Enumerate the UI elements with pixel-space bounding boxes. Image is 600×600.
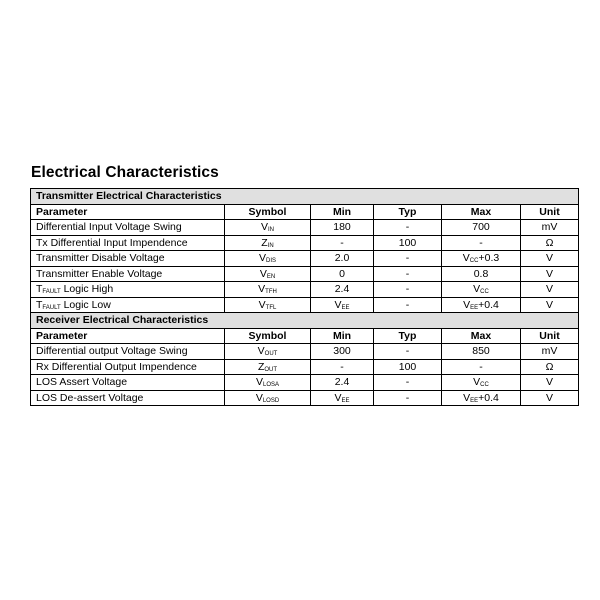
- cell-parameter: [31, 359, 225, 375]
- table-body: [31, 189, 579, 406]
- max-value: 850: [472, 345, 490, 358]
- cell-max: [442, 266, 521, 282]
- symbol-text: Z: [257, 360, 265, 373]
- cell-max: [442, 344, 521, 360]
- column-header-min: Min: [311, 328, 374, 344]
- table-row: [31, 344, 579, 360]
- cell-max: [442, 251, 521, 267]
- column-header-symbol: Symbol: [225, 328, 311, 344]
- table-row: [31, 282, 579, 298]
- parameter-text: Transmitter Enable Voltage: [36, 267, 163, 280]
- unit-value: Ω: [545, 236, 554, 249]
- typ-value: 100: [398, 236, 417, 249]
- symbol-text: V: [258, 298, 266, 311]
- cell-parameter: [31, 251, 225, 267]
- min-value: V: [334, 391, 342, 404]
- min-value: 2.4: [334, 376, 350, 389]
- symbol-text: V: [258, 252, 266, 265]
- typ-value: -: [405, 298, 410, 311]
- cell-min: [311, 359, 374, 375]
- max-value: -: [479, 360, 483, 373]
- unit-value: V: [545, 298, 553, 311]
- unit-value: V: [545, 252, 553, 265]
- cell-typ: [374, 251, 442, 267]
- cell-unit: [521, 220, 579, 236]
- cell-parameter: [31, 390, 225, 406]
- column-header-parameter: Parameter: [31, 204, 225, 220]
- cell-parameter: [31, 297, 225, 313]
- min-value: 2.0: [334, 252, 350, 265]
- unit-value: V: [545, 283, 553, 296]
- parameter-text: T: [36, 283, 43, 296]
- table-row: [31, 297, 579, 313]
- cell-min: [311, 266, 374, 282]
- max-value: 700: [472, 221, 490, 234]
- parameter-text: Tx Differential Input Impendence: [36, 236, 188, 249]
- cell-typ: [374, 282, 442, 298]
- cell-symbol: [225, 390, 311, 406]
- cell-typ: [374, 220, 442, 236]
- symbol-text: V: [260, 221, 268, 234]
- table-row: [31, 251, 579, 267]
- table-row: [31, 220, 579, 236]
- parameter-subscript: FAULT: [42, 289, 61, 296]
- unit-value: mV: [541, 345, 558, 358]
- table-row: [31, 375, 579, 391]
- min-value: 300: [333, 345, 351, 358]
- cell-min: [311, 375, 374, 391]
- document: [30, 164, 578, 406]
- max-subscript: EE: [470, 304, 479, 311]
- typ-value: -: [405, 252, 410, 265]
- min-subscript: EE: [341, 304, 350, 311]
- cell-unit: [521, 297, 579, 313]
- unit-value: Ω: [545, 360, 554, 373]
- section-heading: Receiver Electrical Characteristics: [31, 313, 579, 329]
- typ-value: -: [405, 391, 410, 404]
- cell-typ: [374, 344, 442, 360]
- cell-symbol: [225, 344, 311, 360]
- cell-min: [311, 344, 374, 360]
- parameter-suffix: Logic Low: [60, 298, 111, 311]
- max-suffix: +0.4: [478, 298, 499, 311]
- symbol-text: V: [258, 283, 266, 296]
- unit-value: V: [545, 376, 553, 389]
- cell-typ: [374, 359, 442, 375]
- symbol-subscript: TFL: [265, 304, 277, 311]
- min-value: V: [334, 298, 342, 311]
- max-value: V: [462, 252, 470, 265]
- cell-min: [311, 297, 374, 313]
- cell-min: [311, 251, 374, 267]
- max-value: V: [473, 376, 481, 389]
- symbol-text: V: [257, 345, 265, 358]
- max-value: V: [463, 298, 471, 311]
- cell-unit: [521, 251, 579, 267]
- symbol-text: Z: [261, 236, 268, 249]
- parameter-text: Transmitter Disable Voltage: [36, 252, 165, 265]
- cell-parameter: [31, 344, 225, 360]
- cell-symbol: [225, 359, 311, 375]
- cell-parameter: [31, 266, 225, 282]
- cell-symbol: [225, 235, 311, 251]
- max-value: V: [463, 391, 471, 404]
- cell-typ: [374, 297, 442, 313]
- unit-value: mV: [541, 221, 558, 234]
- cell-unit: [521, 266, 579, 282]
- cell-unit: [521, 282, 579, 298]
- parameter-text: LOS Assert Voltage: [36, 376, 128, 389]
- max-value: 0.8: [473, 267, 489, 280]
- symbol-subscript: IN: [267, 242, 274, 249]
- symbol-text: V: [255, 391, 263, 404]
- symbol-text: V: [259, 267, 267, 280]
- symbol-subscript: LOSA: [263, 382, 280, 389]
- column-header-row: [31, 204, 579, 220]
- min-value: 180: [333, 221, 351, 234]
- cell-max: [442, 282, 521, 298]
- column-header-max: Max: [442, 328, 521, 344]
- column-header-row: [31, 328, 579, 344]
- cell-unit: [521, 375, 579, 391]
- parameter-text: Differential Input Voltage Swing: [36, 221, 182, 234]
- cell-symbol: [225, 220, 311, 236]
- column-header-min: Min: [311, 204, 374, 220]
- min-value: 2.4: [334, 283, 350, 296]
- max-suffix: +0.4: [478, 391, 499, 404]
- max-subscript: CC: [469, 258, 479, 265]
- cell-max: [442, 375, 521, 391]
- symbol-subscript: OUT: [264, 351, 278, 358]
- parameter-text: LOS De-assert Voltage: [36, 391, 144, 404]
- cell-max: [442, 390, 521, 406]
- symbol-text: V: [255, 376, 263, 389]
- max-suffix: +0.3: [478, 252, 500, 265]
- cell-min: [311, 235, 374, 251]
- cell-parameter: [31, 375, 225, 391]
- page-title: Electrical Characteristics: [31, 164, 219, 181]
- cell-symbol: [225, 297, 311, 313]
- column-header-parameter: Parameter: [31, 328, 225, 344]
- column-header-typ: Typ: [374, 204, 442, 220]
- cell-unit: [521, 235, 579, 251]
- unit-value: V: [545, 391, 553, 404]
- typ-value: -: [405, 345, 410, 358]
- cell-parameter: [31, 282, 225, 298]
- cell-unit: [521, 390, 579, 406]
- parameter-subscript: FAULT: [42, 304, 61, 311]
- cell-parameter: [31, 235, 225, 251]
- min-value: -: [340, 236, 344, 249]
- typ-value: -: [405, 283, 410, 296]
- typ-value: -: [405, 267, 410, 280]
- cell-typ: [374, 375, 442, 391]
- symbol-subscript: TFH: [265, 289, 277, 296]
- max-subscript: CC: [480, 289, 489, 296]
- parameter-suffix: Logic High: [60, 283, 114, 296]
- section-header-row: [31, 189, 579, 205]
- symbol-subscript: DIS: [266, 258, 277, 265]
- typ-value: -: [405, 376, 410, 389]
- parameter-text: Differential output Voltage Swing: [36, 345, 188, 358]
- cell-max: [442, 359, 521, 375]
- cell-parameter: [31, 220, 225, 236]
- cell-symbol: [225, 251, 311, 267]
- cell-max: [442, 297, 521, 313]
- cell-symbol: [225, 375, 311, 391]
- min-value: 0: [339, 267, 345, 280]
- column-header-unit: Unit: [521, 204, 579, 220]
- electrical-characteristics-table: [30, 188, 579, 406]
- cell-min: [311, 390, 374, 406]
- parameter-text: Rx Differential Output Impendence: [36, 360, 197, 373]
- section-header-row: [31, 313, 579, 329]
- cell-min: [311, 220, 374, 236]
- typ-value: 100: [398, 360, 417, 373]
- cell-symbol: [225, 266, 311, 282]
- cell-min: [311, 282, 374, 298]
- cell-unit: [521, 344, 579, 360]
- symbol-subscript: OUT: [264, 366, 278, 373]
- symbol-subscript: EN: [266, 273, 276, 280]
- cell-typ: [374, 266, 442, 282]
- max-value: -: [479, 236, 483, 249]
- table-row: [31, 266, 579, 282]
- unit-value: V: [545, 267, 553, 280]
- column-header-max: Max: [442, 204, 521, 220]
- typ-value: -: [405, 221, 410, 234]
- column-header-unit: Unit: [521, 328, 579, 344]
- parameter-text: T: [36, 298, 43, 311]
- table-row: [31, 390, 579, 406]
- column-header-symbol: Symbol: [225, 204, 311, 220]
- symbol-subscript: IN: [268, 227, 274, 234]
- cell-typ: [374, 390, 442, 406]
- cell-symbol: [225, 282, 311, 298]
- cell-max: [442, 235, 521, 251]
- min-value: -: [340, 360, 344, 373]
- max-subscript: EE: [470, 397, 479, 404]
- cell-typ: [374, 235, 442, 251]
- table-row: [31, 359, 579, 375]
- section-heading: Transmitter Electrical Characteristics: [31, 189, 579, 205]
- symbol-subscript: LOSD: [262, 397, 280, 404]
- cell-unit: [521, 359, 579, 375]
- max-value: V: [473, 283, 481, 296]
- min-subscript: EE: [341, 397, 350, 404]
- max-subscript: CC: [480, 382, 489, 389]
- column-header-typ: Typ: [374, 328, 442, 344]
- cell-max: [442, 220, 521, 236]
- table-row: [31, 235, 579, 251]
